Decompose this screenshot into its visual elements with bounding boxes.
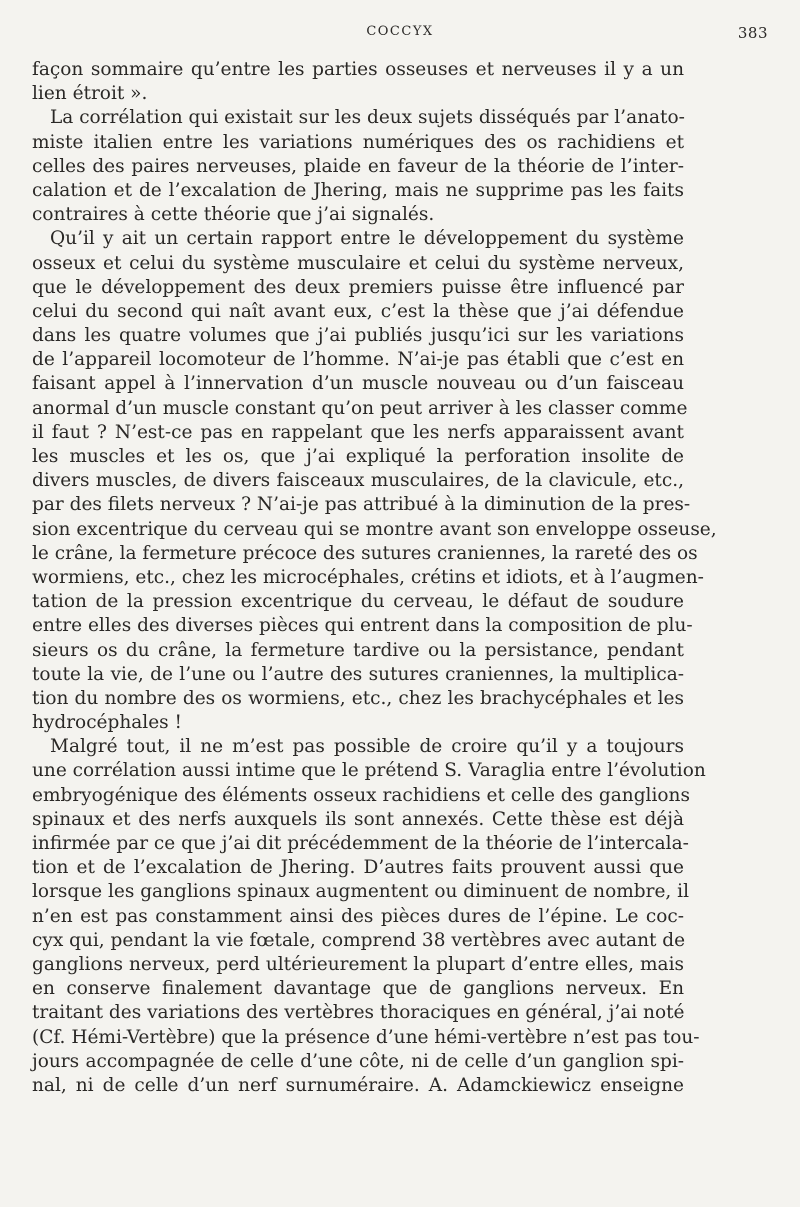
text-line: une corrélation aussi intime que le prétend S. Varaglia entre l’évolution bbox=[32, 760, 706, 782]
text-line: Qu’il y ait un certain rapport entre le développement du système bbox=[50, 228, 684, 250]
text-line: que le développement des deux premiers puisse être influencé par bbox=[32, 276, 684, 298]
text-line: contraires à cette théorie que j’ai signalés. bbox=[32, 204, 435, 226]
text-line: osseux et celui du système musculaire et celui du système nerveux, bbox=[32, 252, 684, 274]
text-line: tion du nombre des os wormiens, etc., chez les brachycéphales et les bbox=[32, 687, 684, 709]
text-line: traitant des variations des vertèbres thoraciques en général, j’ai noté bbox=[32, 1002, 685, 1024]
text-line: dans les quatre volumes que j’ai publiés jusqu’ici sur les variations bbox=[32, 325, 684, 347]
running-head bbox=[32, 24, 768, 46]
text-line: La corrélation qui existait sur les deux sujets disséqués par l’anato- bbox=[50, 107, 685, 129]
page-number: 383 bbox=[737, 24, 768, 42]
text-line: wormiens, etc., chez les microcéphales, crétins et idiots, et à l’augmen- bbox=[32, 566, 704, 588]
text-line: sion excentrique du cerveau qui se montre avant son enveloppe osseuse, bbox=[32, 518, 717, 540]
text-line: jours accompagnée de celle d’une côte, ni de celle d’un ganglion spi- bbox=[32, 1050, 684, 1072]
text-line: hydrocéphales ! bbox=[32, 712, 182, 734]
text-line: lien étroit ». bbox=[32, 83, 148, 105]
text-line: calation et de l’excalation de Jhering, mais ne supprime pas les faits bbox=[32, 179, 684, 201]
text-line: toute la vie, de l’une ou l’autre des sutures craniennes, la multiplica- bbox=[32, 663, 684, 685]
text-line: ganglions nerveux, perd ultérieurement la plupart d’entre elles, mais bbox=[32, 953, 684, 975]
text-line: entre elles des diverses pièces qui entrent dans la composition de plu- bbox=[32, 615, 693, 637]
text-line: infirmée par ce que j’ai dit précédemment de la théorie de l’intercala- bbox=[32, 833, 689, 854]
text-line: les muscles et les os, que j’ai expliqué la perforation insolite de bbox=[32, 446, 684, 467]
text-line: spinaux et des nerfs auxquels ils sont annexés. Cette thèse est déjà bbox=[32, 808, 684, 830]
text-line: il faut ? N’est-ce pas en rappelant que les nerfs apparaissent avant bbox=[32, 421, 684, 443]
text-line: sieurs os du crâne, la fermeture tardive ou la persistance, pendant bbox=[32, 639, 684, 661]
text-line: cyx qui, pendant la vie fœtale, comprend 38 vertèbres avec autant de bbox=[32, 929, 686, 951]
text-line: de l’appareil locomoteur de l’homme. N’ai-je pas établi que c’est en bbox=[32, 349, 684, 371]
text-line: en conserve finalement davantage que de ganglions nerveux. En bbox=[32, 978, 684, 1000]
text-line: (Cf. Hémi-Vertèbre) que la présence d’une hémi-vertèbre n’est pas tou- bbox=[32, 1026, 700, 1048]
text-line: le crâne, la fermeture précoce des sutures craniennes, la rareté des os bbox=[32, 542, 698, 564]
text-line: façon sommaire qu’entre les parties osseuses et nerveuses il y a un bbox=[32, 59, 684, 80]
text-line: embryogénique des éléments osseux rachidiens et celle des ganglions bbox=[32, 784, 690, 806]
text-line: nal, ni de celle d’un nerf surnuméraire. A. Adamckiewicz enseigne bbox=[32, 1074, 684, 1096]
text-line: par des filets nerveux ? N’ai-je pas attribué à la diminution de la pres- bbox=[32, 494, 691, 516]
text-line: faisant appel à l’innervation d’un muscle nouveau ou d’un faisceau bbox=[32, 373, 684, 395]
text-line: Malgré tout, il ne m’est pas possible de croire qu’il y a toujours bbox=[50, 736, 684, 758]
text-line: tion et de l’excalation de Jhering. D’autres faits prouvent aussi que bbox=[32, 857, 684, 879]
text-line: celui du second qui naît avant eux, c’est la thèse que j’ai défendue bbox=[32, 300, 684, 322]
body-text bbox=[32, 58, 717, 1098]
text-line: miste italien entre les variations numériques des os rachidiens et bbox=[32, 131, 684, 153]
text-line: lorsque les ganglions spinaux augmentent ou diminuent de nombre, il bbox=[32, 881, 689, 903]
text-line: tation de la pression excentrique du cerveau, le défaut de soudure bbox=[32, 591, 684, 613]
text-line: n’en est pas constamment ainsi des pièces dures de l’épine. Le coc- bbox=[32, 905, 684, 927]
text-line: divers muscles, de divers faisceaux musculaires, de la clavicule, etc., bbox=[32, 470, 684, 492]
running-title: COCCYX bbox=[366, 24, 434, 39]
text-line: celles des paires nerveuses, plaide en faveur de la théorie de l’inter- bbox=[32, 155, 684, 177]
text-line: anormal d’un muscle constant qu’on peut arriver à les classer comme bbox=[32, 397, 688, 419]
